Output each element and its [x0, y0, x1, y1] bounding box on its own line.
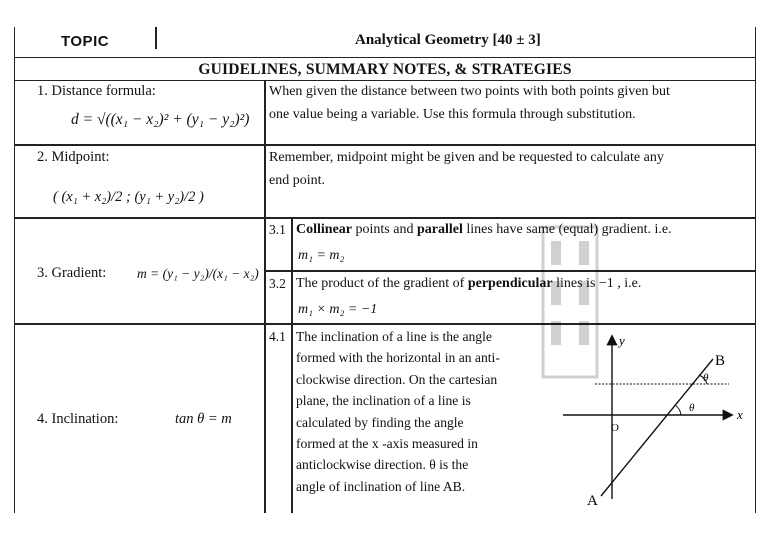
sub1-text-a: points and: [352, 222, 417, 237]
gradient-sub2-formula: m₁ × m₂ = −1: [298, 302, 378, 317]
column-divider: [264, 81, 266, 513]
label-origin: O: [611, 422, 619, 434]
gradient-sub1-number: 3.1: [269, 222, 286, 237]
gradient-title: 3. Gradient:: [37, 265, 107, 281]
inclination-line: The inclination of a line is the angle: [296, 329, 492, 344]
label-x: x: [737, 407, 743, 422]
guidelines-title: GUIDELINES, SUMMARY NOTES, & STRATEGIES: [198, 61, 572, 78]
label-theta-axis: θ: [689, 402, 695, 414]
sub2-text-b: lines is −1 , i.e.: [552, 276, 642, 291]
distance-note-line2: one value being a variable. Use this formula through substitution.: [269, 107, 636, 122]
gradient-sub-divider: [264, 270, 755, 272]
label-theta-top: θ: [703, 372, 709, 384]
inclination-line: angle of inclination of line AB.: [296, 478, 466, 494]
midpoint-formula: ( (x₁ + x₂)/2 ; (y₁ + y₂)/2 ): [53, 189, 204, 205]
topic-value: Analytical Geometry [40 ± 3]: [355, 32, 541, 48]
inclination-sub1-number: 4.1: [269, 329, 286, 344]
distance-formula: d = √((x₁ − x₂)² + (y₁ − y₂)²): [71, 111, 250, 128]
distance-note-line1: When given the distance between two points with both points given but: [269, 84, 670, 99]
topic-divider: [155, 27, 157, 49]
row-divider-3: [15, 323, 755, 325]
inclination-line: anticlockwise direction. θ is the: [296, 457, 469, 473]
inclination-formula: tan θ = m: [175, 411, 232, 427]
topic-label: TOPIC: [61, 33, 110, 50]
collinear-bold: Collinear: [296, 222, 352, 237]
sub1-text-b: lines have same (equal) gradient. i.e.: [462, 222, 672, 237]
label-y: y: [619, 333, 625, 348]
parallel-bold: parallel: [416, 222, 463, 237]
label-b: B: [715, 353, 726, 369]
distance-title: 1. Distance formula:: [37, 83, 156, 99]
label-a: A: [587, 493, 598, 509]
summary-sheet: [14, 27, 756, 513]
gradient-formula: m = (y₁ − y₂)/(x₁ − x₂): [137, 266, 259, 281]
inclination-line: calculated by finding the angle: [296, 414, 464, 430]
gradient-sub2-number: 3.2: [269, 276, 286, 291]
angle-arc-axis: [675, 405, 681, 415]
inclination-line: formed at the x -axis measured in: [296, 436, 478, 452]
subnum-divider-4: [291, 323, 293, 513]
inclination-text-block: [296, 326, 500, 497]
midpoint-note-line2: end point.: [269, 173, 325, 188]
inclination-line: clockwise direction. On the cartesian: [296, 371, 498, 387]
perpendicular-bold: perpendicular: [467, 276, 553, 291]
gradient-sub1-formula: m₁ = m₂: [298, 248, 345, 263]
inclination-title: 4. Inclination:: [37, 411, 119, 427]
gradient-sub1-text: [296, 219, 672, 240]
inclination-line: plane, the inclination of a line is: [296, 393, 471, 409]
inclination-line: formed with the horizontal in an anti-: [296, 350, 500, 366]
sub2-text-a: The product of the gradient of: [296, 276, 468, 291]
midpoint-title: 2. Midpoint:: [37, 149, 110, 165]
inclination-diagram: [553, 329, 753, 509]
row-divider-1: [15, 144, 755, 146]
midpoint-note-line1: Remember, midpoint might be given and be requested to calculate any: [269, 150, 664, 165]
guidelines-row: [15, 58, 755, 81]
topic-row: [15, 27, 755, 58]
